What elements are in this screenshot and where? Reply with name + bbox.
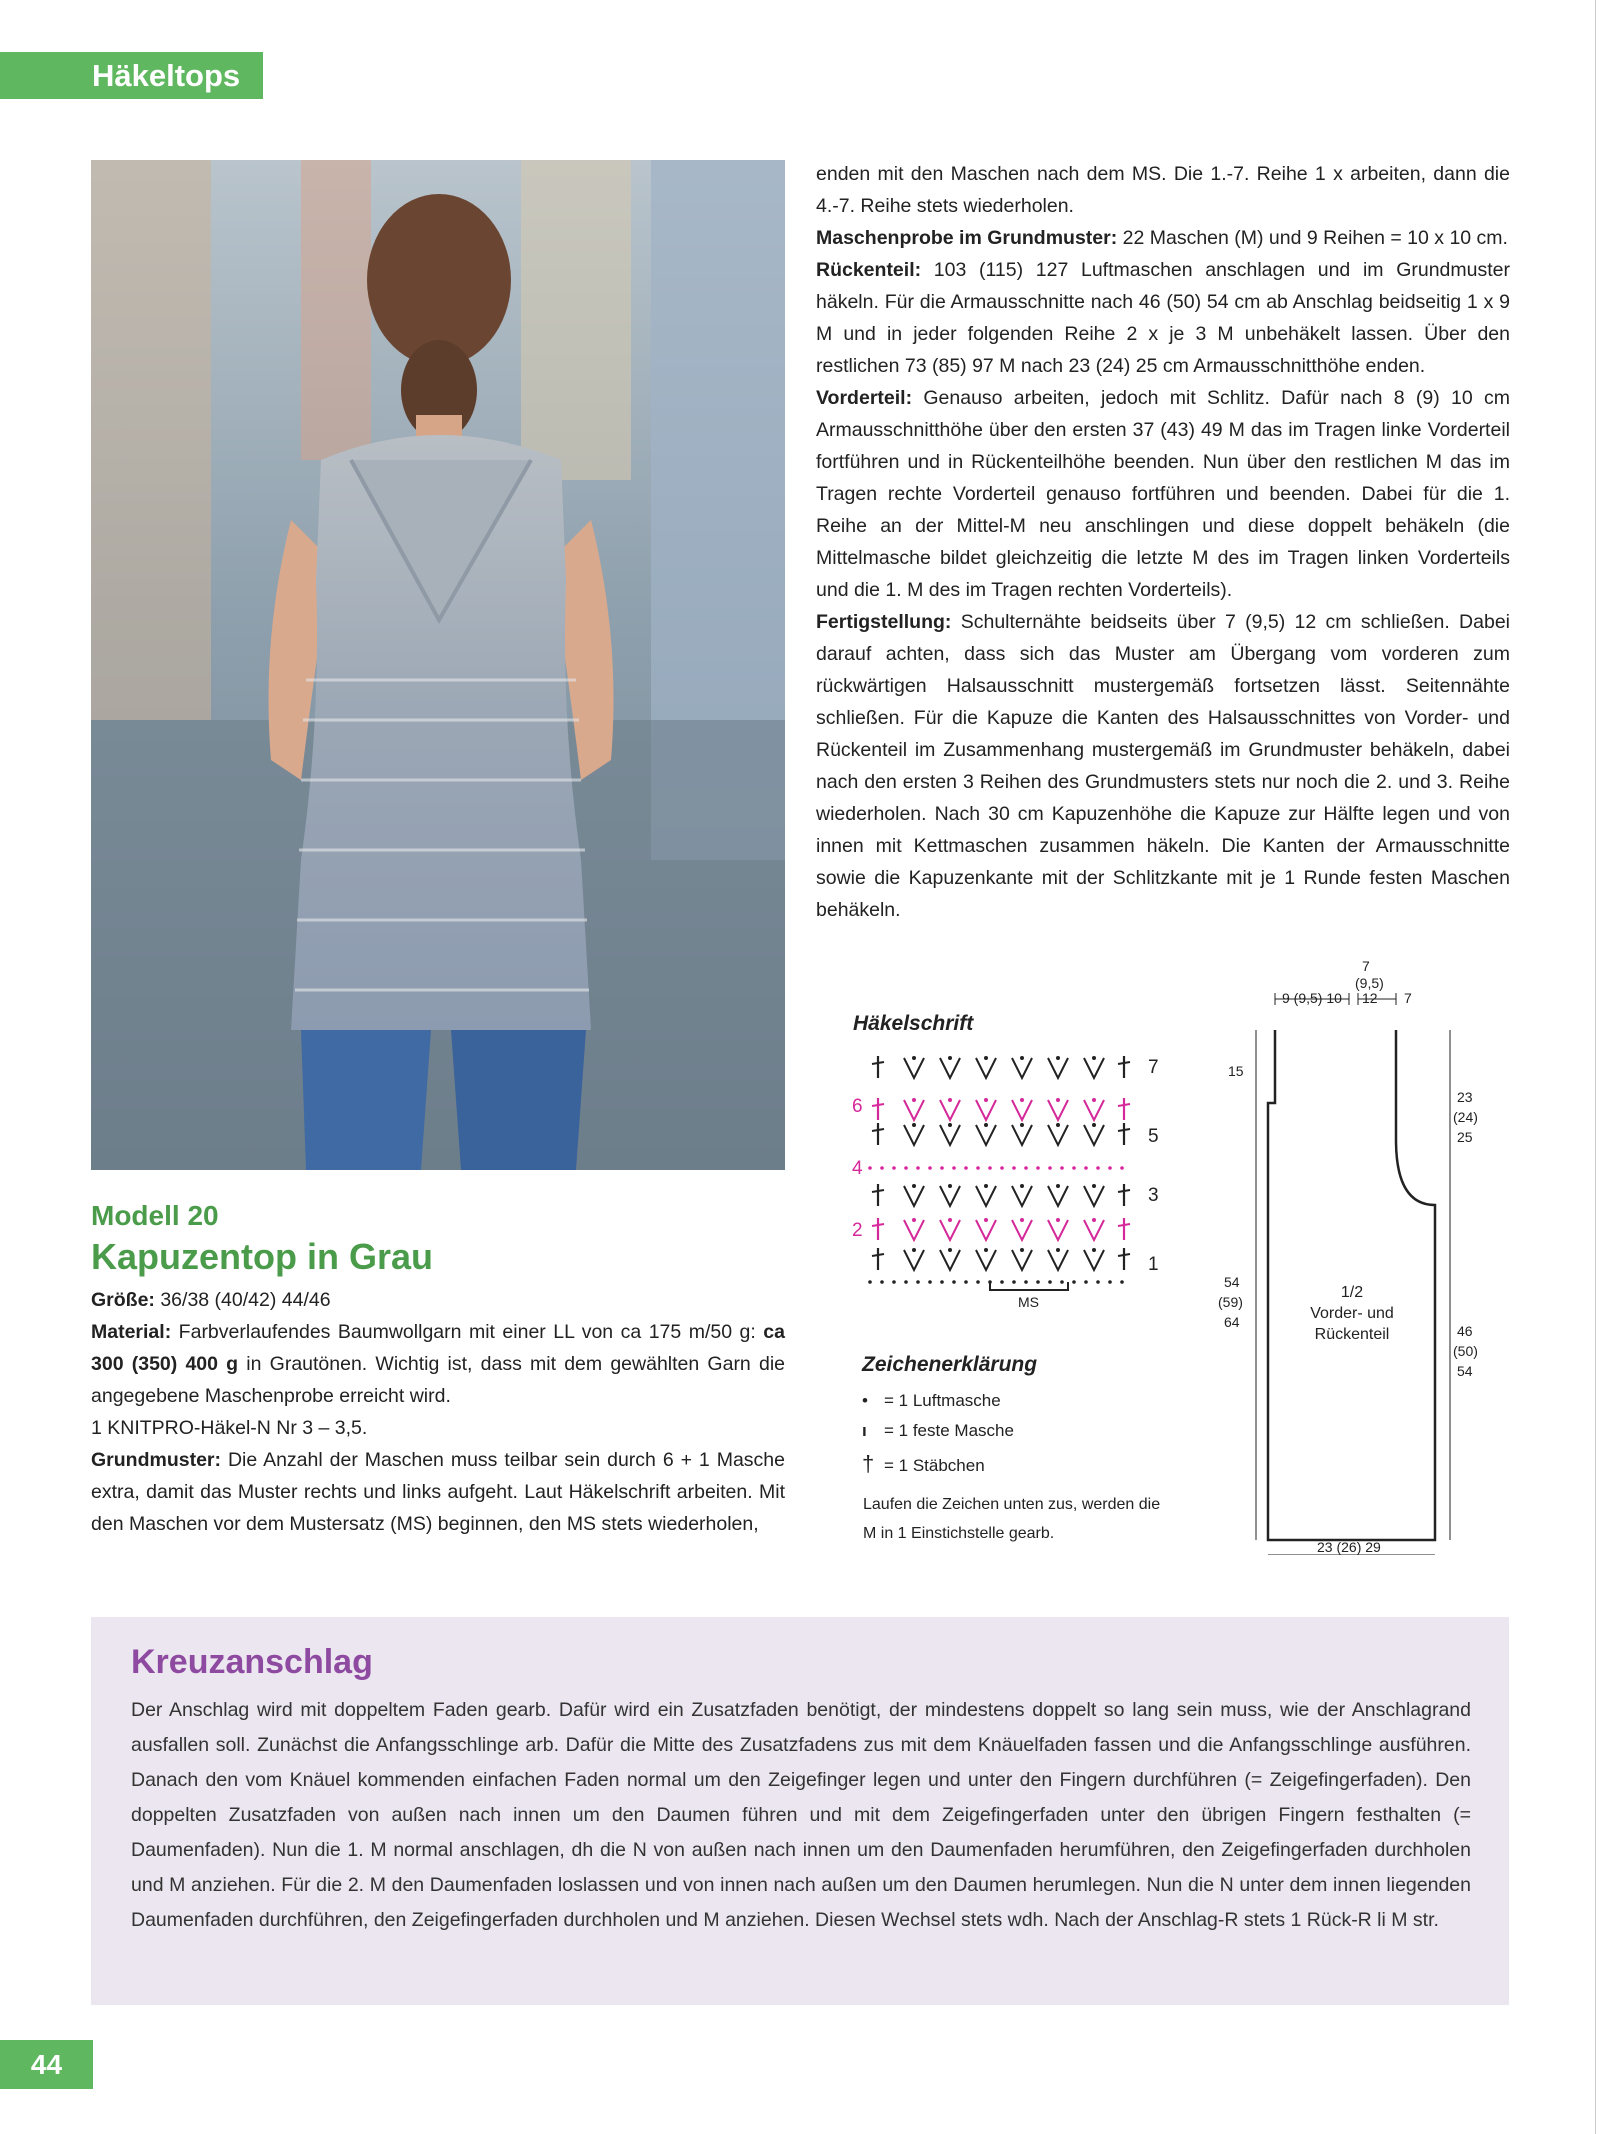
chain-stitch [1048, 1280, 1052, 1284]
chain-stitch [952, 1166, 956, 1170]
chain-stitch [1020, 1056, 1024, 1060]
finishing-label: Fertigstellung: [816, 611, 952, 633]
chain-stitch [988, 1166, 992, 1170]
chain-stitch [1020, 1184, 1024, 1188]
material-text-2: in Grautönen. Wichtig ist, dass mit dem gewählten Garn die angegebene Maschenprobe erreicht wird. [91, 1353, 785, 1407]
v-stitch [976, 1125, 996, 1145]
stitch-crossbar [1118, 1104, 1130, 1106]
v-stitch [940, 1100, 960, 1120]
paragraph-text: enden mit den Maschen nach dem MS. Die 1.-7. Reihe 1 x arbeiten, dann die 4.-7. Reihe stets wiederholen. [816, 163, 1510, 217]
material-amount: ca 300 (350) 400 g [91, 1321, 785, 1375]
chain-stitch [1024, 1166, 1028, 1170]
tip-title: Kreuzanschlag [131, 1643, 373, 1681]
right-measure-bottom-2: (50) [1453, 1343, 1478, 1359]
chain-stitch [948, 1098, 952, 1102]
chain-stitch [1084, 1280, 1088, 1284]
pattern-line [91, 1444, 785, 1540]
right-measure-top-1: 23 [1457, 1089, 1473, 1105]
model-number: Modell 20 [91, 1200, 219, 1231]
front-piece-paragraph [816, 382, 1510, 606]
chain-stitch [1096, 1166, 1100, 1170]
chain-stitch [1056, 1184, 1060, 1188]
legend-text: = 1 feste Masche [884, 1421, 1014, 1440]
row-label-6: 6 [852, 1096, 863, 1117]
instructions-paragraph [816, 158, 1510, 222]
legend-item [862, 1421, 1014, 1441]
ms-label: MS [1018, 1294, 1039, 1310]
legend-item [862, 1451, 985, 1477]
tip-text: Der Anschlag wird mit doppeltem Faden gearb. Dafür wird ein Zusatzfaden benötigt, der mindestens doppelt so lang sein muss, wie der Anschlagrand ausfallen soll. Zunächst die Anfangsschlinge arb. Dafür die Mitte des Zusatzfadens zus mit dem Knäuelfaden fassen und die Anfangsschlinge ausführen. Danach den vom Knäuel kommenden einfachen Faden normal um den Zeigefinger legen und unter den Fingern durchführen (= Zeigefingerfaden). Den doppelten Zusatzfaden von außen nach innen um den Daumen führen und mit dem Zeigefingerfaden unter den übrigen Fingern festhalten (= Daumenfaden). Nun die 1. M normal anschlagen, dh die N von außen nach innen um den Daumenfaden herumführen, den Zeigefingerfaden durchholen und M anziehen. Für die 2. M den Daumenfaden loslassen und von innen nach außen um den Daumen herumlegen. Nun die N unter dem innen liegenden Daumenfaden durchführen, den Zeigefingerfaden durchholen und M anziehen. Diesen Wechsel stets wdh. Nach der Anschlag-R stets 1 Rück-R li M str. [131, 1699, 1471, 1931]
v-stitch [976, 1186, 996, 1206]
materials-column [91, 1284, 785, 1540]
v-stitch [904, 1220, 924, 1240]
v-stitch [1084, 1220, 1104, 1240]
top-measure-shoulder-1: 7 [1362, 958, 1370, 974]
v-stitch [904, 1186, 924, 1206]
bottom-measure: 23 (26) 29 [1317, 1539, 1381, 1555]
chain-stitch [1020, 1123, 1024, 1127]
chain-stitch [1012, 1280, 1016, 1284]
chain-stitch [984, 1056, 988, 1060]
row-label-2: 2 [852, 1220, 863, 1241]
legend-text: = 1 Stäbchen [884, 1456, 985, 1475]
right-measure-bottom-3: 54 [1457, 1363, 1473, 1379]
chain-stitch [984, 1248, 988, 1252]
dot-icon: • [862, 1391, 868, 1410]
v-stitch [904, 1100, 924, 1120]
back-piece-text: 103 (115) 127 Luftmaschen anschlagen und im Grundmuster häkeln. Für die Armausschnitte nach 46 (50) 54 cm ab Anschlag beidseitig 1 x 9 M und in jeder folgenden Reihe 2 x je 3 M unbehäkelt lassen. Über den restlichen 73 (85) 97 M nach 23 (24) 25 cm Armausschnitthöhe enden. [816, 259, 1510, 377]
size-text: 36/38 (40/42) 44/46 [154, 1289, 331, 1311]
schematic-label-1: 1/2 [1340, 1284, 1364, 1301]
back-piece-label: Rückenteil: [816, 259, 922, 281]
legend-item [862, 1391, 1001, 1411]
stitch-crossbar [872, 1062, 884, 1064]
v-stitch [1048, 1220, 1068, 1240]
top-measure-shoulder-2: (9,5) [1355, 975, 1384, 991]
chain-stitch [1056, 1098, 1060, 1102]
legend-note: Laufen die Zeichen unten zus, werden die M in 1 Einstichstelle gearb. [863, 1496, 1161, 1542]
chain-stitch [1120, 1166, 1124, 1170]
crochet-chart [840, 1050, 1180, 1310]
chain-stitch [1060, 1280, 1064, 1284]
chain-stitch [892, 1280, 896, 1284]
chain-stitch [1020, 1218, 1024, 1222]
chain-stitch [1072, 1280, 1076, 1284]
chain-stitch [948, 1123, 952, 1127]
woman-hooded-top-photo [91, 160, 785, 1170]
chain-stitch [880, 1280, 884, 1284]
v-stitch [940, 1058, 960, 1078]
v-stitch [1012, 1100, 1032, 1120]
row-label-5: 5 [1148, 1126, 1159, 1147]
chain-stitch [912, 1056, 916, 1060]
stitch-crossbar [872, 1190, 884, 1192]
chain-stitch [1092, 1056, 1096, 1060]
bar-icon: ı [862, 1421, 867, 1440]
chain-stitch [912, 1098, 916, 1102]
chain-stitch [940, 1166, 944, 1170]
chain-stitch [1092, 1098, 1096, 1102]
chain-stitch [1056, 1218, 1060, 1222]
chain-stitch [928, 1166, 932, 1170]
gauge-text: 22 Maschen (M) und 9 Reihen = 10 x 10 cm. [1117, 227, 1508, 249]
v-stitch [1084, 1186, 1104, 1206]
chain-stitch [912, 1123, 916, 1127]
chain-stitch [1036, 1166, 1040, 1170]
chain-stitch [880, 1166, 884, 1170]
stitch-crossbar [872, 1224, 884, 1226]
chain-stitch [952, 1280, 956, 1284]
chain-stitch [1056, 1248, 1060, 1252]
chain-stitch [964, 1166, 968, 1170]
v-stitch [940, 1250, 960, 1270]
chain-stitch [1092, 1123, 1096, 1127]
legend-text: = 1 Luftmasche [884, 1391, 1001, 1410]
top-measure-neck: 9 (9,5) 10 [1282, 990, 1342, 1006]
chain-stitch [1012, 1166, 1016, 1170]
v-stitch [1012, 1220, 1032, 1240]
size-line [91, 1284, 785, 1316]
v-stitch [940, 1220, 960, 1240]
material-text: Farbverlaufendes Baumwollgarn mit einer LL von ca 175 m/50 g: [171, 1321, 764, 1343]
needle-line: 1 KNITPRO-Häkel-N Nr 3 – 3,5. [91, 1417, 368, 1439]
chain-stitch [984, 1098, 988, 1102]
chain-stitch [1048, 1166, 1052, 1170]
chain-stitch [948, 1218, 952, 1222]
chart-title: Häkelschrift [853, 1012, 974, 1035]
top-measure-shoulder-3: 12 [1362, 990, 1378, 1006]
v-stitch [976, 1100, 996, 1120]
chain-stitch [1072, 1166, 1076, 1170]
v-stitch [976, 1220, 996, 1240]
chain-stitch [912, 1248, 916, 1252]
chain-stitch [912, 1184, 916, 1188]
chain-stitch [948, 1248, 952, 1252]
v-stitch [904, 1250, 924, 1270]
v-stitch [976, 1250, 996, 1270]
chain-stitch [948, 1184, 952, 1188]
stitch-crossbar [1118, 1224, 1130, 1226]
chain-stitch [1084, 1166, 1088, 1170]
chain-stitch [940, 1280, 944, 1284]
v-stitch [940, 1186, 960, 1206]
material-line [91, 1316, 785, 1412]
chain-stitch [904, 1166, 908, 1170]
stitch-crossbar [872, 1254, 884, 1256]
gauge-label: Maschenprobe im Grundmuster: [816, 227, 1118, 249]
pattern-text: Die Anzahl der Maschen muss teilbar sein durch 6 + 1 Masche extra, damit das Muster rechts und links aufgeht. Laut Häkelschrift arbeiten. Mit den Maschen vor dem Mustersatz (MS) beginnen, den MS stets wiederholen, [91, 1449, 785, 1535]
chain-stitch [1036, 1280, 1040, 1284]
left-measure-main-1: 54 [1224, 1274, 1240, 1290]
v-stitch [904, 1125, 924, 1145]
stitch-crossbar [1118, 1062, 1130, 1064]
gauge-paragraph [816, 222, 1510, 254]
row-label-7: 7 [1148, 1057, 1159, 1078]
chain-stitch [868, 1166, 872, 1170]
material-label: Material: [91, 1321, 172, 1343]
v-stitch [1084, 1058, 1104, 1078]
legend-title: Zeichenerklärung [862, 1353, 1038, 1376]
schematic-label-2: Vorder- und [1310, 1305, 1394, 1322]
v-stitch [1084, 1125, 1104, 1145]
page-edge-divider [1595, 0, 1596, 2134]
chain-stitch [868, 1280, 872, 1284]
chain-stitch [1056, 1056, 1060, 1060]
chain-stitch [1108, 1280, 1112, 1284]
v-stitch [1012, 1250, 1032, 1270]
pattern-label: Grundmuster: [91, 1449, 222, 1471]
page-number: 44 [30, 2049, 63, 2080]
garment-schematic [1210, 955, 1520, 1555]
back-piece-paragraph [816, 254, 1510, 382]
left-measure-main-2: (59) [1218, 1294, 1243, 1310]
v-stitch [1012, 1125, 1032, 1145]
v-stitch [1012, 1186, 1032, 1206]
left-measure-main-3: 64 [1224, 1314, 1240, 1330]
v-stitch [1012, 1058, 1032, 1078]
stitch-crossbar [872, 1104, 884, 1106]
cross-icon: † [862, 1451, 875, 1476]
v-stitch [904, 1058, 924, 1078]
chain-stitch [1092, 1248, 1096, 1252]
front-piece-label: Vorderteil: [816, 387, 913, 409]
chain-stitch [984, 1184, 988, 1188]
chain-stitch [912, 1218, 916, 1222]
chain-stitch [1096, 1280, 1100, 1284]
chain-stitch [1108, 1166, 1112, 1170]
stitch-crossbar [1118, 1254, 1130, 1256]
section-title: Häkeltops [92, 58, 241, 93]
chart-symbols [868, 1056, 1130, 1284]
chain-stitch [984, 1218, 988, 1222]
chain-stitch [916, 1280, 920, 1284]
chain-stitch [1000, 1166, 1004, 1170]
chain-stitch [928, 1280, 932, 1284]
chain-stitch [1020, 1098, 1024, 1102]
model-photo [91, 160, 785, 1170]
instructions-column [816, 158, 1510, 926]
top-measure-right: 7 [1404, 990, 1412, 1006]
model-title: Kapuzentop in Grau [91, 1236, 433, 1277]
chain-stitch [1060, 1166, 1064, 1170]
v-stitch [1048, 1186, 1068, 1206]
v-stitch [1084, 1100, 1104, 1120]
chain-stitch [1020, 1248, 1024, 1252]
chain-stitch [1000, 1280, 1004, 1284]
chain-stitch [1024, 1280, 1028, 1284]
chain-stitch [976, 1166, 980, 1170]
v-stitch [1048, 1125, 1068, 1145]
chain-stitch [1092, 1184, 1096, 1188]
schematic-label-3: Rückenteil [1314, 1326, 1390, 1343]
v-stitch [976, 1058, 996, 1078]
chain-stitch [1056, 1123, 1060, 1127]
v-stitch [1084, 1250, 1104, 1270]
size-label: Größe: [91, 1289, 155, 1311]
chain-stitch [892, 1166, 896, 1170]
left-measure-top: 15 [1228, 1063, 1244, 1079]
stitch-crossbar [872, 1129, 884, 1131]
right-measure-top-2: (24) [1453, 1109, 1478, 1125]
row-label-4: 4 [852, 1158, 863, 1179]
finishing-paragraph [816, 606, 1510, 926]
chain-stitch [984, 1123, 988, 1127]
row-label-1: 1 [1148, 1254, 1159, 1275]
right-measure-top-3: 25 [1457, 1129, 1473, 1145]
stitch-crossbar [1118, 1190, 1130, 1192]
v-stitch [940, 1125, 960, 1145]
chain-stitch [1120, 1280, 1124, 1284]
chain-stitch [904, 1280, 908, 1284]
v-stitch [1048, 1250, 1068, 1270]
right-measure-bottom-1: 46 [1457, 1323, 1473, 1339]
v-stitch [1048, 1100, 1068, 1120]
v-stitch [1048, 1058, 1068, 1078]
chain-stitch [976, 1280, 980, 1284]
chain-stitch [964, 1280, 968, 1284]
front-piece-text: Genauso arbeiten, jedoch mit Schlitz. Dafür nach 8 (9) 10 cm Armausschnitthöhe über den ersten 37 (43) 49 M das im Tragen linke Vorderteil fortführen und in Rückenteilhöhe beenden. Nun über den restlichen M das im Tragen rechte Vorderteil genauso fortführen und beenden. Dabei für die 1. Reihe an der Mittel-M neu anschlingen und diese doppelt behäkeln (die Mittelmasche bildet gleichzeitig die letzte M des im Tragen linken Vorderteils und die 1. M des im Tragen rechten Vorderteils). [816, 387, 1510, 601]
chain-stitch [948, 1056, 952, 1060]
row-label-3: 3 [1148, 1185, 1159, 1206]
finishing-text: Schulternähte beidseits über 7 (9,5) 12 cm schließen. Dabei darauf achten, dass sich das Muster am Übergang vom vorderen zum rückwärtigen Halsausschnitt mustergemäß fortsetzen lässt. Seitennähte schließen. Für die Kapuze die Kanten des Halsausschnittes von Vorder- und Rückenteil im Zusammenhang mustergemäß im Grundmuster behäkeln, dabei nach den ersten 3 Reihen des Grundmusters stets nur noch die 2. und 3. Reihe wiederholen. Nach 30 cm Kapuzenhöhe die Kapuze zur Hälfte legen und von innen mit Kettmaschen zusammen häkeln. Die Kanten der Armausschnitte sowie die Kapuzenkante mit der Schlitzkante mit je 1 Runde festen Maschen behäkeln. [816, 611, 1510, 921]
chain-stitch [1092, 1218, 1096, 1222]
chain-stitch [916, 1166, 920, 1170]
stitch-crossbar [1118, 1129, 1130, 1131]
